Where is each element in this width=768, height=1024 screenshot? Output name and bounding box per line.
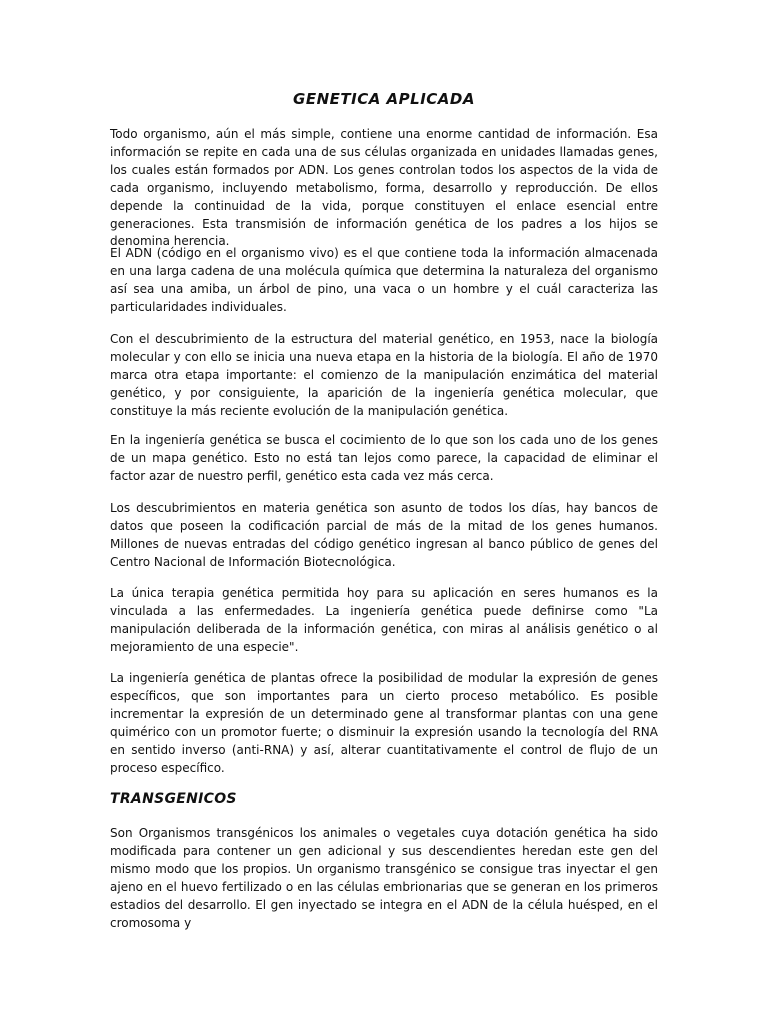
paragraph-5: Los descubrimientos en materia genética son asunto de todos los días, hay bancos de datos que poseen la codificación parcial de más de la mitad de los genes humanos. Millones de nuevas entradas del código genético ingresan al banco público de genes del Centro Nacional de Información Biotecnológica.: [110, 501, 658, 569]
paragraph-6: La única terapia genética permitida hoy para su aplicación en seres humanos es la vinculada a las enfermedades. La ingeniería genética puede definirse como "La manipulación deliberada de la información genética, con miras al análisis genético o al mejoramiento de una especie".: [110, 586, 658, 654]
paragraph-2: El ADN (código en el organismo vivo) es el que contiene toda la información almacenada en una larga cadena de una molécula química que determina la naturaleza del organismo así sea una amiba, un árbol de pino, una vaca o un hombre y el cuál caracteriza las particularidades individuales.: [110, 246, 658, 314]
paragraph-7: La ingeniería genética de plantas ofrece la posibilidad de modular la expresión de genes específicos, que son importantes para un cierto proceso metabólico. Es posible incrementar la expresión de un determinado gene al transformar plantas con una gene quimérico con un promotor fuerte; o disminuir la expresión usando la tecnología del RNA en sentido inverso (anti-RNA) y así, alterar cuantitativamente el control de flujo de un proceso específico.: [110, 671, 658, 775]
section-paragraph: Son Organismos transgénicos los animales o vegetales cuya dotación genética ha sido modificada para contener un gen adicional y sus descendientes heredan este gen del mismo modo que los propios. Un organismo transgénico se consigue tras inyectar el gen ajeno en el huevo fertilizado o en las células embrionarias que se generan en los primeros estadios del desarrollo. El gen inyectado se integra en el ADN de la célula huésped, en el cromosoma y: [110, 826, 658, 930]
page-title: GENETICA APLICADA: [293, 90, 475, 108]
paragraph-1: Todo organismo, aún el más simple, contiene una enorme cantidad de información. Esa información se repite en cada una de sus células organizada en unidades llamadas genes, los cuales están formados por ADN. Los genes controlan todos los aspectos de la vida de cada organismo, incluyendo metabolismo, forma, desarrollo y reproducción. De ellos depende la continuidad de la vida, porque constituyen el enlace esencial entre generaciones. Esta transmisión de información genética de los padres a los hijos se denomina herencia.: [110, 127, 658, 249]
paragraph-4: En la ingeniería genética se busca el cocimiento de lo que son los cada uno de los genes de un mapa genético. Esto no está tan lejos como parece, la capacidad de eliminar el factor azar de nuestro perfil, genético esta cada vez más cerca.: [110, 433, 658, 483]
section-heading: TRANSGENICOS: [110, 791, 237, 807]
paragraph-3: Con el descubrimiento de la estructura del material genético, en 1953, nace la biología molecular y con ello se inicia una nueva etapa en la historia de la biología. El año de 1970 marca otra etapa importante: el comienzo de la manipulación enzimática del material genético, y por consiguiente, la aparición de la ingeniería genética molecular, que constituye la más reciente evolución de la manipulación genética.: [110, 332, 658, 418]
